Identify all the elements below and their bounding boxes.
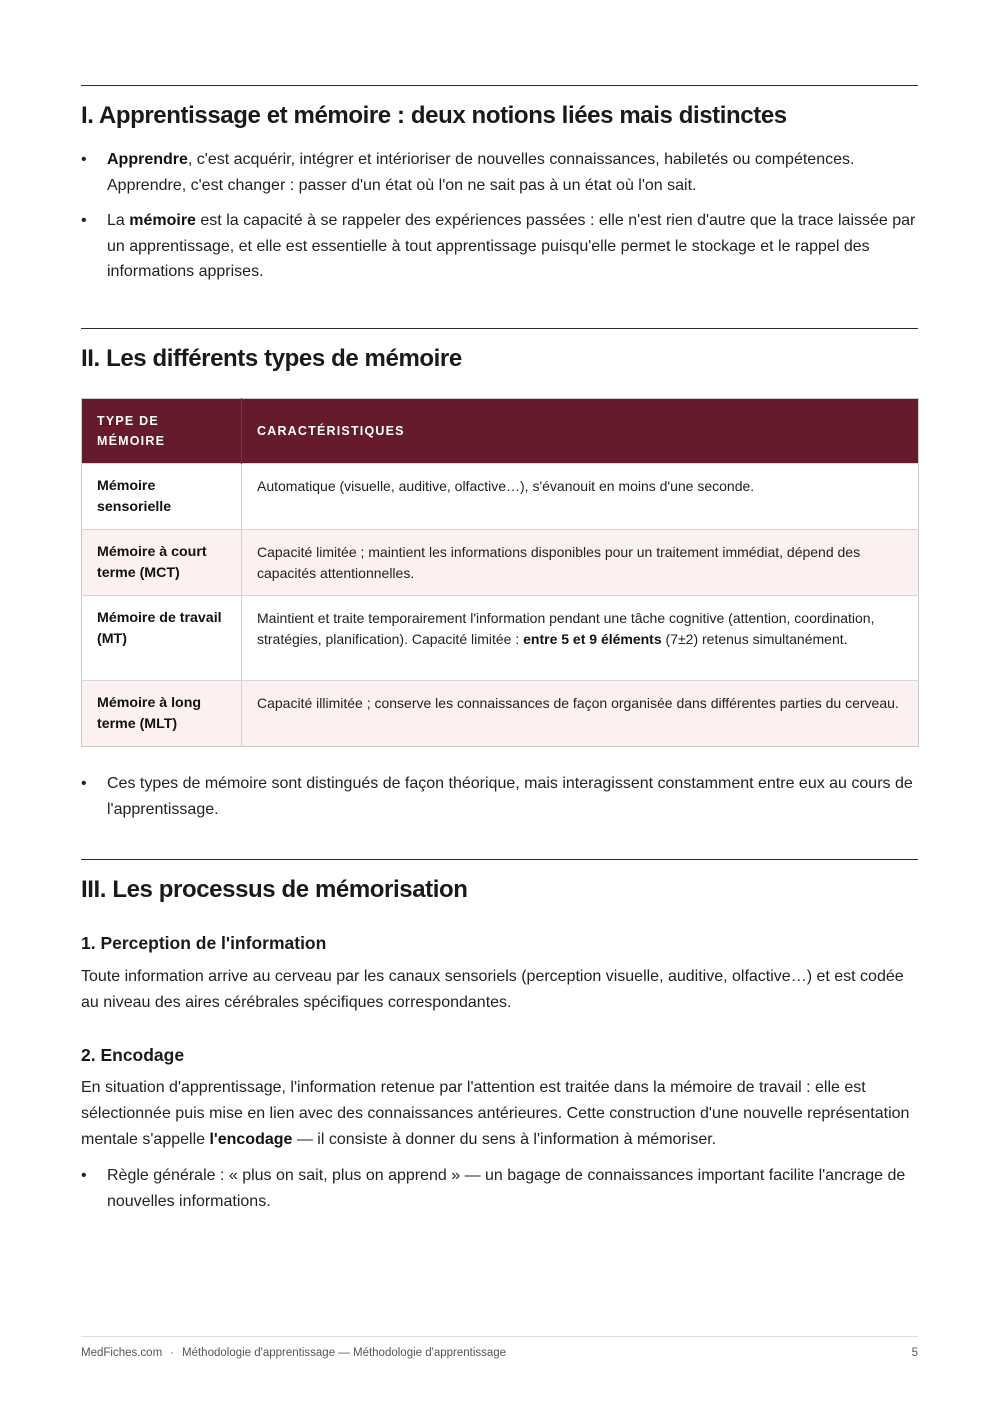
paragraph-encodage-pre: En situation d'apprentissage, l'information retenue par l'attention est traitée dans la mémoire de travail : elle est sélectionnée puis mise en lien avec des connaissances antérieures. Cette construction d'une nouvelle représentation mentale s'appelle xyxy=(81,1079,910,1148)
footer-separator: · xyxy=(170,1347,175,1359)
row-caracteristiques: Automatique (visuelle, auditive, olfactive…), s'évanouit en moins d'une seconde. xyxy=(242,464,919,530)
table-header-row xyxy=(82,399,919,464)
row-car-pre: Maintient et traite temporairement l'information pendant une tâche cognitive (attention, coordination, stratégies, planification). Capacité limitée : xyxy=(257,610,875,647)
row-caracteristiques: Capacité illimitée ; conserve les connaissances de façon organisée dans différentes parties du cerveau. xyxy=(242,681,919,747)
section-1 xyxy=(81,85,918,285)
section-2-bullets xyxy=(81,771,918,822)
paragraph-encodage-post: — il consiste à donner du sens à l'information à mémoriser. xyxy=(292,1131,717,1148)
section-3 xyxy=(81,859,918,1214)
table-row xyxy=(82,596,919,681)
section-2-title: II. Les différents types de mémoire xyxy=(81,345,462,372)
table-row xyxy=(82,681,919,747)
bullet-regle xyxy=(81,1163,918,1214)
bullet-dot-icon: • xyxy=(81,151,87,168)
section-2 xyxy=(81,328,918,822)
bullet-note-text: Ces types de mémoire sont distingués de façon théorique, mais interagissent constamment entre eux au cours de l'apprentissage. xyxy=(107,775,913,818)
term-apprendre: Apprendre xyxy=(107,151,188,168)
bullet-note xyxy=(81,771,918,822)
row-caracteristiques xyxy=(242,596,919,681)
section-1-title: I. Apprentissage et mémoire : deux notions liées mais distinctes xyxy=(81,102,787,129)
bullet-apprendre xyxy=(81,147,918,198)
page-number: 5 xyxy=(911,1347,918,1359)
table-row xyxy=(82,530,919,596)
bullet-dot-icon: • xyxy=(81,212,87,229)
header-type: TYPE DE MÉMOIRE xyxy=(82,399,242,464)
section-3-bullets xyxy=(81,1163,918,1214)
paragraph-encodage xyxy=(81,1075,918,1153)
bullet-dot-icon: • xyxy=(81,775,87,792)
bullet-regle-text: Règle générale : « plus on sait, plus on apprend » — un bagage de connaissances important facilite l'ancrage de nouvelles informations. xyxy=(107,1167,906,1210)
term-encodage: l'encodage xyxy=(209,1131,293,1148)
row-caracteristiques: Capacité limitée ; maintient les informations disponibles pour un traitement immédiat, dépend des capacités attentionnelles. xyxy=(242,530,919,596)
header-caracteristiques: CARACTÉRISTIQUES xyxy=(242,399,919,464)
footer-site: MedFiches.com xyxy=(81,1347,163,1359)
paragraph-perception: Toute information arrive au cerveau par les canaux sensoriels (perception visuelle, auditive, olfactive…) et est codée au niveau des aires cérébrales spécifiques correspondantes. xyxy=(81,968,904,1011)
row-car-post: (7±2) retenus simultanément. xyxy=(661,630,848,647)
subsection-perception-title: 1. Perception de l'information xyxy=(81,933,327,953)
row-type: Mémoire sensorielle xyxy=(82,464,242,530)
table-row xyxy=(82,464,919,530)
section-1-bullets xyxy=(81,147,918,285)
bullet-dot-icon: • xyxy=(81,1167,87,1184)
section-3-title: III. Les processus de mémorisation xyxy=(81,876,468,903)
bullet-memoire xyxy=(81,208,918,285)
row-type: Mémoire à court terme (MCT) xyxy=(82,530,242,596)
row-type: Mémoire de travail (MT) xyxy=(82,596,242,681)
row-type: Mémoire à long terme (MLT) xyxy=(82,681,242,747)
page-footer xyxy=(81,1336,918,1361)
term-memoire: mémoire xyxy=(129,212,196,229)
footer-doc-title: Méthodologie d'apprentissage — Méthodologie d'apprentissage xyxy=(182,1347,507,1359)
memory-types-table xyxy=(81,398,919,747)
subsection-encodage-title: 2. Encodage xyxy=(81,1045,185,1065)
bullet-memoire-pre: La xyxy=(107,212,130,229)
bullet-memoire-text: est la capacité à se rappeler des expériences passées : elle n'est rien d'autre que la trace laissée par un apprentissage, et elle est essentielle à tout apprentissage puisqu'elle permet le stockage et le rappel des informations apprises. xyxy=(107,212,916,280)
bullet-apprendre-text: , c'est acquérir, intégrer et intérioriser de nouvelles connaissances, habiletés ou compétences. Apprendre, c'est changer : passer d'un état où l'on ne sait pas à un état où l'on sait. xyxy=(107,151,855,194)
row-car-bold: entre 5 et 9 éléments xyxy=(523,630,662,647)
